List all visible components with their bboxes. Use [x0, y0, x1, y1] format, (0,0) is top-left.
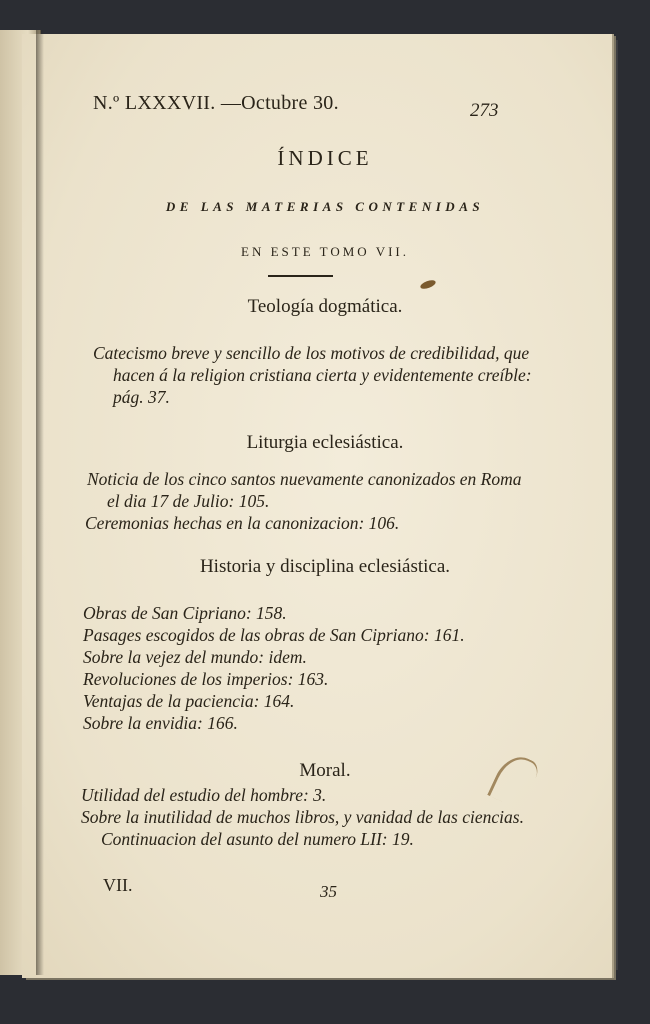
index-entry: Obras de San Cipriano: 158.: [83, 603, 287, 623]
index-title: ÍNDICE: [277, 146, 373, 170]
index-entry: Pasages escogidos de las obras de San Cipriano: 161.: [83, 625, 465, 645]
index-entry: Sobre la inutilidad de muchos libros, y vanidad de las ciencias. Continuacion del asunto del numero LII: 19.: [81, 807, 524, 849]
section-entries-historia: [0, 602, 650, 734]
index-entry: Ceremonias hechas en la canonizacion: 106.: [85, 513, 400, 533]
section-entries-teologia: [0, 342, 650, 408]
divider-rule: [268, 275, 333, 277]
index-entry: Utilidad del estudio del hombre: 3.: [81, 785, 327, 805]
index-entry: Sobre la envidia: 166.: [83, 713, 238, 733]
signature-mark: VII.: [103, 875, 133, 895]
section-heading-moral: Moral.: [299, 760, 351, 781]
section-heading-liturgia: Liturgia eclesiástica.: [246, 432, 404, 453]
index-entry: Noticia de los cinco santos nuevamente canonizados en Roma el dia 17 de Julio: 105.: [87, 469, 522, 511]
section-heading-teologia: Teología dogmática.: [247, 296, 403, 317]
index-entry: Catecismo breve y sencillo de los motivos de credibilidad, que hacen á la religion cristiana cierta y evidentemente creíble: pág. 37.: [93, 343, 532, 407]
gathering-number: 35: [320, 882, 337, 901]
index-entry: Ventajas de la paciencia: 164.: [83, 691, 295, 711]
index-entry: Revoluciones de los imperios: 163.: [83, 669, 329, 689]
section-heading-historia: Historia y disciplina eclesiástica.: [199, 556, 451, 577]
index-subtitle: DE LAS MATERIAS CONTENIDAS: [165, 199, 485, 214]
running-head: N.º LXXXVII. —Octubre 30.: [93, 92, 339, 114]
section-entries-liturgia: [0, 468, 650, 534]
index-entry: Sobre la vejez del mundo: idem.: [83, 647, 307, 667]
index-subtitle-volume: EN ESTE TOMO VII.: [241, 244, 409, 259]
page-number: 273: [470, 100, 499, 121]
section-entries-moral: [0, 784, 650, 850]
